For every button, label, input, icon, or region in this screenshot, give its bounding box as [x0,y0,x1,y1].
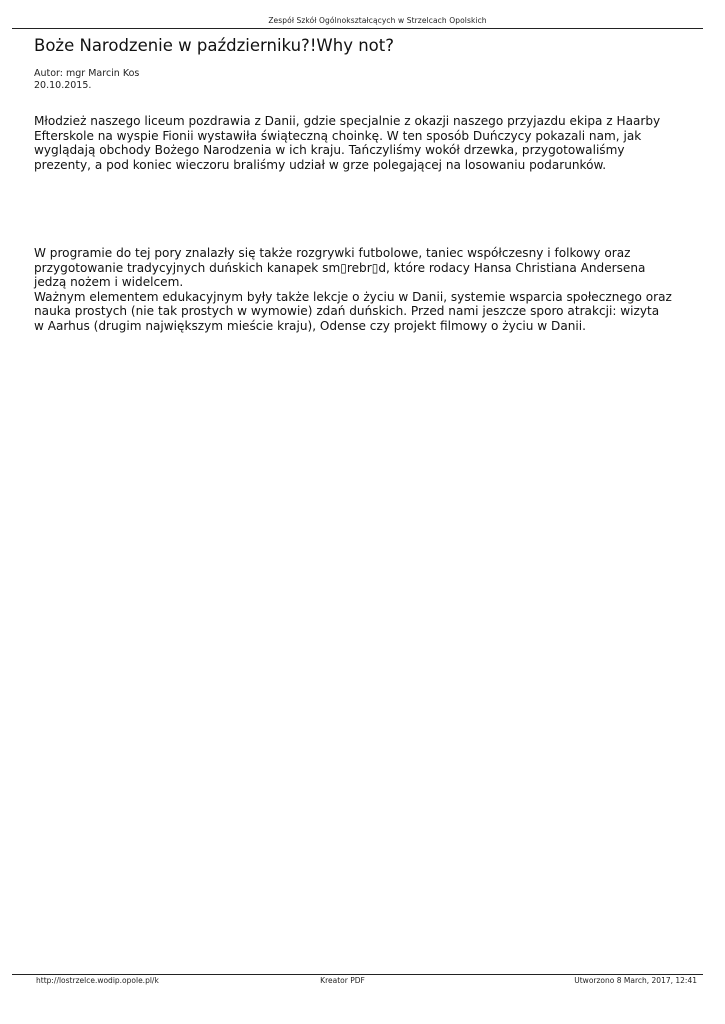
footer-generator: Kreator PDF [320,976,365,985]
paragraph-line: nauka prostych (nie tak prostych w wymowie) zdań duńskich. Przed nami jeszcze sporo atrakcji: wizyta [34,304,660,319]
article-author: Autor: mgr Marcin Kos [34,68,140,79]
header-divider [12,28,703,29]
footer-created-date: Utworzono 8 March, 2017, 12:41 [574,976,697,985]
footer-divider [12,974,703,975]
article-paragraph-2 [34,246,699,334]
paragraph-line: W programie do tej pory znalazły się także rozgrywki futbolowe, taniec współczesny i folkowy oraz [34,246,631,260]
school-name: Zespół Szkół Ogólnokształcących w Strzelcach Opolskich [268,16,487,25]
paragraph-line: prezenty, a pod koniec wieczoru braliśmy udział w grze polegającej na losowaniu podarunków. [34,157,607,172]
paragraph-line: w Aarhus (drugim największym mieście kraju), Odense czy projekt filmowy o życiu w Danii. [34,318,586,333]
paragraph-line: przygotowanie tradycyjnych duńskich kanapek sm▯rebr▯d, które rodacy Hansa Christiana Andersena [34,260,646,275]
paragraph-line: wyglądają obchody Bożego Narodzenia w ich kraju. Tańczyliśmy wokół drzewka, przygotowaliśmy [34,143,625,158]
paragraph-line: Młodzież naszego liceum pozdrawia z Danii, gdzie specjalnie z okazji naszego przyjazdu ekipa z Haarby [34,114,661,128]
paragraph-line: Efterskole na wyspie Fionii wystawiła świąteczną choinkę. W ten sposób Duńczycy pokazali nam, jak [34,128,642,143]
article-date: 20.10.2015. [34,79,92,91]
article-paragraph-1 [34,114,699,172]
article-meta [34,68,139,91]
footer-url-link[interactable]: http://lostrzelce.wodip.opole.pl/k [36,976,159,985]
article-title: Boże Narodzenie w październiku?!Why not? [34,36,394,55]
paragraph-line: jedzą nożem i widelcem. [34,275,184,290]
paragraph-line: Ważnym elementem edukacyjnym były także lekcje o życiu w Danii, systemie wsparcia społecznego oraz [34,289,672,304]
